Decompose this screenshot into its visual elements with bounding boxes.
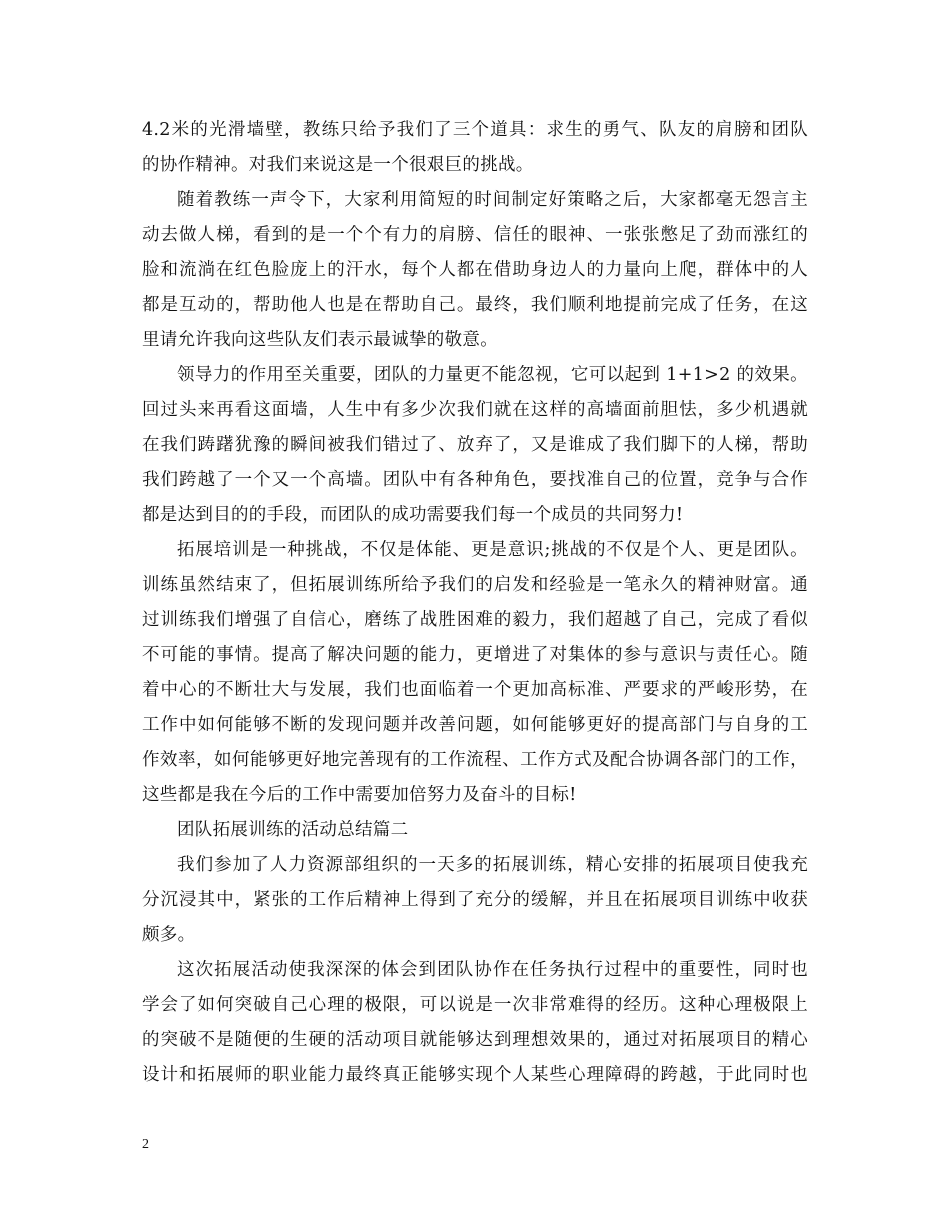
text-line: 的协作精神。对我们来说这是一个很艰巨的挑战。 bbox=[142, 155, 534, 175]
text-line: 这些都是我在今后的工作中需要加倍努力及奋斗的目标! bbox=[142, 785, 577, 805]
text-line: 不可能的事情。提高了解决问题的能力，更增进了对集体的参与意识与责任心。随 bbox=[142, 645, 808, 665]
text-line: 训练虽然结束了，但拓展训练所给予我们的启发和经验是一笔永久的精神财富。通 bbox=[142, 575, 808, 595]
text-line: 设计和拓展师的职业能力最终真正能够实现个人某些心理障碍的跨越，于此同时也 bbox=[142, 1065, 808, 1085]
section-heading: 团队拓展训练的活动总结篇二 bbox=[177, 820, 409, 840]
text-line: 4.2米的光滑墙壁，教练只给予我们了三个道具：求生的勇气、队友的肩膀和团队 bbox=[142, 120, 808, 140]
page-number: 2 bbox=[142, 1137, 149, 1152]
text-line: 学会了如何突破自己心理的极限，可以说是一次非常难得的经历。这种心理极限上 bbox=[142, 995, 808, 1015]
text-line: 的突破不是随便的生硬的活动项目就能够达到理想效果的，通过对拓展项目的精心 bbox=[142, 1030, 808, 1050]
paragraph-first-line: 领导力的作用至关重要，团队的力量更不能忽视，它可以起到 1+1>2 的效果。 bbox=[177, 365, 808, 385]
text-line: 里请允许我向这些队友们表示最诚挚的敬意。 bbox=[142, 330, 498, 350]
paragraph-first-line: 这次拓展活动使我深深的体会到团队协作在任务执行过程中的重要性，同时也 bbox=[177, 960, 808, 980]
text-line: 工作中如何能够不断的发现问题并改善问题，如何能够更好的提高部门与自身的工 bbox=[142, 715, 808, 735]
text-line: 着中心的不断壮大与发展，我们也面临着一个更加高标准、严要求的严峻形势，在 bbox=[142, 680, 808, 700]
text-line: 过训练我们增强了自信心，磨练了战胜困难的毅力，我们超越了自己，完成了看似 bbox=[142, 610, 808, 630]
paragraph-first-line: 我们参加了人力资源部组织的一天多的拓展训练，精心安排的拓展项目使我充 bbox=[177, 855, 808, 875]
text-line: 作效率，如何能够更好地完善现有的工作流程、工作方式及配合协调各部门的工作， bbox=[142, 750, 808, 770]
paragraph-first-line: 拓展培训是一种挑战，不仅是体能、更是意识;挑战的不仅是个人、更是团队。 bbox=[177, 540, 808, 560]
document-body bbox=[142, 113, 808, 1093]
text-line: 我们跨越了一个又一个高墙。团队中有各种角色，要找准自己的位置，竞争与合作 bbox=[142, 470, 808, 490]
text-line: 都是达到目的的手段，而团队的成功需要我们每一个成员的共同努力! bbox=[142, 505, 684, 525]
text-line: 颇多。 bbox=[142, 925, 196, 945]
text-line: 分沉浸其中，紧张的工作后精神上得到了充分的缓解，并且在拓展项目训练中收获 bbox=[142, 890, 808, 910]
text-line: 都是互动的，帮助他人也是在帮助自己。最终，我们顺利地提前完成了任务，在这 bbox=[142, 295, 808, 315]
text-line: 脸和流淌在红色脸庞上的汗水，每个人都在借助身边人的力量向上爬，群体中的人 bbox=[142, 260, 808, 280]
text-line: 回过头来再看这面墙，人生中有多少次我们就在这样的高墙面前胆怯，多少机遇就 bbox=[142, 400, 808, 420]
text-line: 动去做人梯，看到的是一个个有力的肩膀、信任的眼神、一张张憋足了劲而涨红的 bbox=[142, 225, 808, 245]
text-line: 在我们踌躇犹豫的瞬间被我们错过了、放弃了，又是谁成了我们脚下的人梯，帮助 bbox=[142, 435, 808, 455]
paragraph-first-line: 随着教练一声令下，大家利用简短的时间制定好策略之后，大家都毫无怨言主 bbox=[177, 190, 808, 210]
